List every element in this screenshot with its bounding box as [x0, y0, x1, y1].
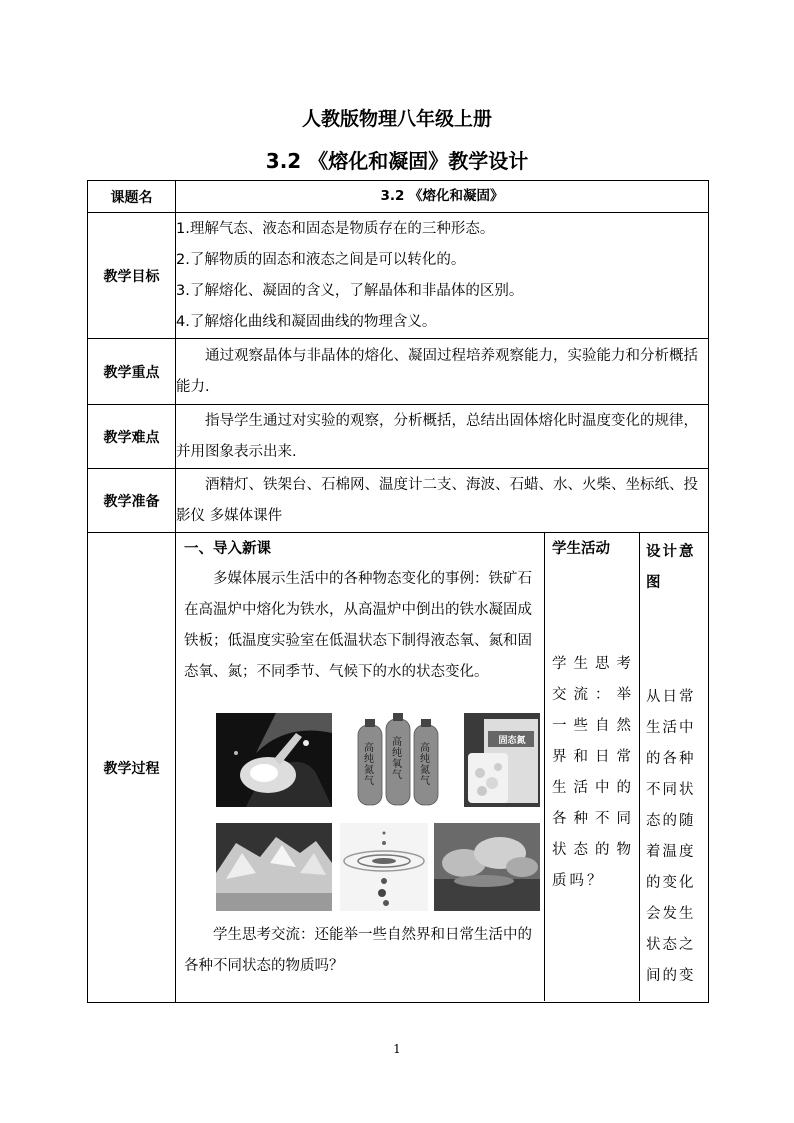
row-label-difficulties: 教学难点: [88, 405, 176, 469]
gas-cylinders-photo: [340, 713, 456, 807]
table-row: [88, 213, 709, 339]
design-intent-column: [640, 533, 708, 1001]
page-number: 1: [393, 1042, 401, 1056]
table-row: [88, 181, 709, 213]
student-activity-column: [545, 533, 640, 1001]
difficulties-value: 指导学生通过对实验的观察，分析概括，总结出固体熔化时温度变化的规律，并用图象表示出来.: [176, 405, 709, 469]
water-drop-photo: [340, 823, 428, 911]
intro-paragraph: 多媒体展示生活中的各种物态变化的事例：铁矿石在高温炉中熔化为铁水，从高温炉中倒出的铁水凝固成铁板；低温度实验室在低温状态下制得液态氧、氮和固态氧、氮；不同季节、气候下的水的状态变化。: [184, 571, 532, 680]
design-intent-header: 设计意图: [646, 544, 696, 591]
row-label-topic: 课题名: [88, 181, 176, 213]
goals-cell: [176, 213, 709, 339]
goal-item: 2.了解物质的固态和液态之间是可以转化的。: [176, 251, 466, 268]
document-subtitle: 3.2 《熔化和凝固》教学设计: [265, 149, 529, 173]
lesson-plan-table: [87, 180, 709, 1003]
document-title: 人教版物理八年级上册: [301, 108, 492, 130]
ice-photo: [216, 823, 332, 911]
row-label-preparation: 教学准备: [88, 469, 176, 533]
goal-item: 1.理解气态、液态和固态是物质存在的三种形态。: [176, 220, 495, 237]
table-row: [88, 405, 709, 469]
design-intent-text: 从日常生活中的各种不同状态的随着温度的变化会发生状态之间的变: [646, 689, 696, 984]
row-label-goals: 教学目标: [88, 213, 176, 339]
topic-value: 3.2 《熔化和凝固》: [176, 181, 709, 213]
table-row: [88, 469, 709, 533]
section-title: 一、导入新课: [184, 541, 271, 557]
discussion-paragraph: 学生思考交流：还能举一些自然界和日常生活中的各种不同状态的物质吗？: [184, 927, 532, 974]
preparation-value: 酒精灯、铁架台、石棉网、温度计二支、海波、石蜡、水、火柴、坐标纸、投影仪 多媒体课件: [176, 469, 709, 533]
solid-nitrogen-photo: [464, 713, 540, 807]
cylinder-label: 高纯氧气: [392, 737, 402, 781]
cylinder-label: 高纯氮气: [420, 743, 430, 787]
goal-item: 3.了解熔化、凝固的含义，了解晶体和非晶体的区别。: [176, 282, 524, 299]
cylinder-label: 高纯氮气: [364, 743, 374, 787]
process-cell: [176, 533, 709, 1003]
row-label-key-points: 教学重点: [88, 339, 176, 405]
steam-photo: [434, 823, 540, 911]
bag-label: 固态氮: [498, 736, 526, 746]
table-row: [88, 339, 709, 405]
table-row: [88, 533, 709, 1003]
process-content-column: [176, 533, 545, 1001]
molten-iron-photo: [216, 713, 332, 807]
row-label-process: 教学过程: [88, 533, 176, 1003]
student-activity-text: 学生思考交流：举一些自然界和日常生活中的各种不同状态的物质吗？: [552, 656, 634, 889]
student-activity-header: 学生活动: [552, 541, 610, 557]
key-points-value: 通过观察晶体与非晶体的熔化、凝固过程培养观察能力，实验能力和分析概括能力.: [176, 339, 709, 405]
goal-item: 4.了解熔化曲线和凝固曲线的物理含义。: [176, 313, 437, 330]
